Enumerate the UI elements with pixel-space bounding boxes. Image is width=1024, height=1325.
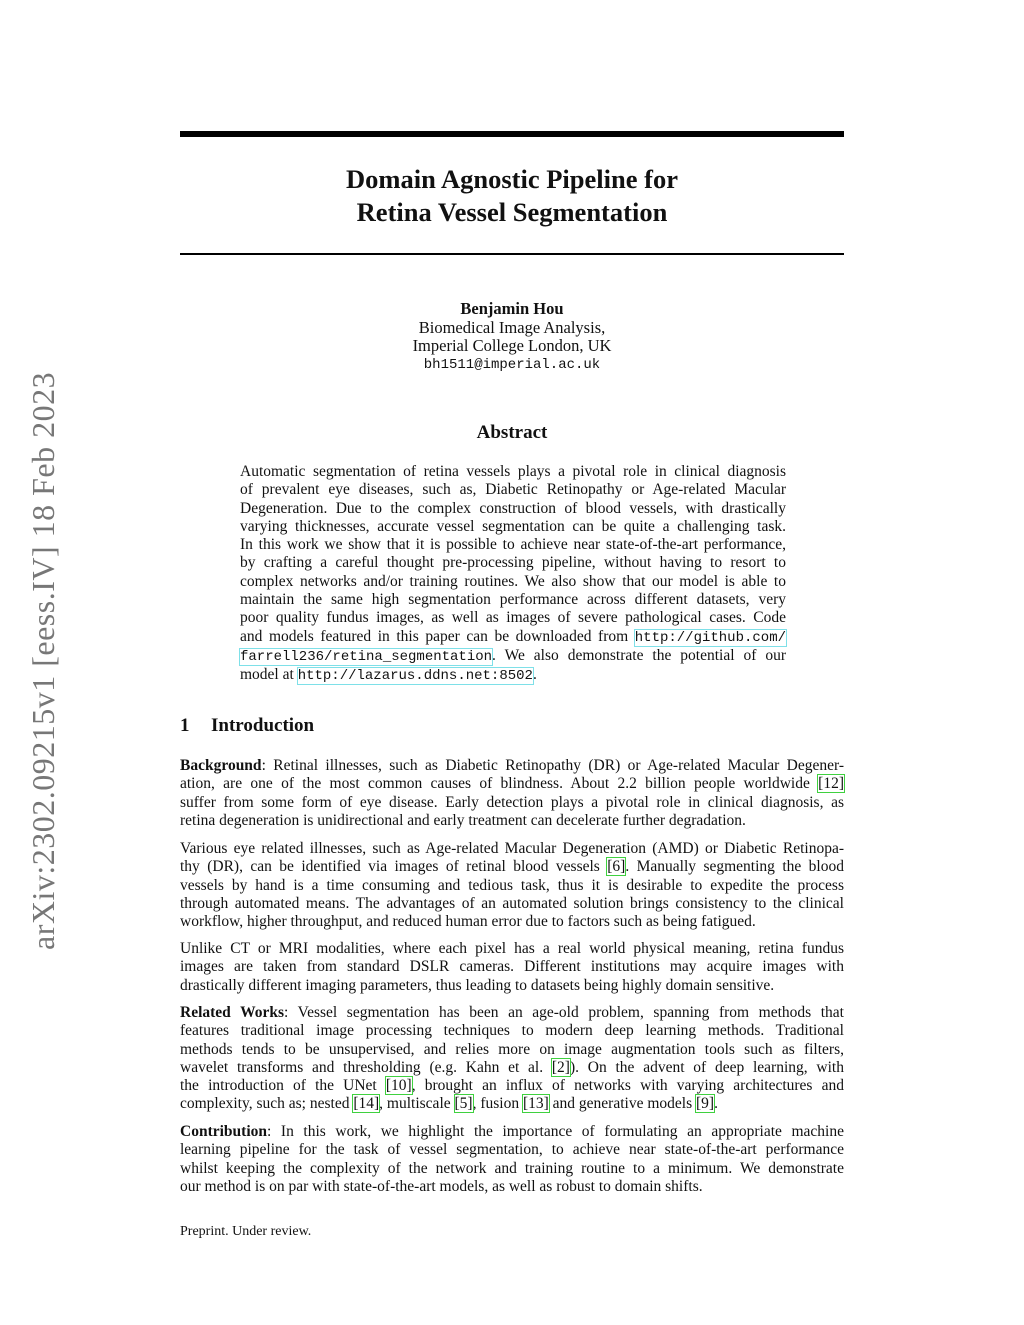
abstract-text: model at [240, 666, 298, 684]
github-link-part-2[interactable]: farrell236/retina_segmentation [240, 648, 493, 665]
paragraph-line [180, 858, 844, 876]
citation-link[interactable]: [12] [818, 775, 844, 793]
paragraph-line: learning pipeline for the task of vessel segmentation, to achieve near state-of-the-art performance [180, 1141, 844, 1159]
title-line-2: Retina Vessel Segmentation [356, 197, 668, 227]
paragraph-line: Various eye related illnesses, such as Age-related Macular Degeneration (AMD) or Diabetic Retinopa- [180, 840, 844, 857]
footer-note: Preprint. Under review. [180, 1224, 312, 1239]
paragraph-text: : Retinal illnesses, such as Diabetic Retinopathy (DR) or Age-related Macular Degener- [261, 757, 844, 774]
abstract-line: by crafting a careful thought pre-processing pipeline, without having to resort to [240, 554, 786, 572]
arxiv-identifier: arXiv:2302.09215v1 [eess.IV] 18 Feb 2023 [25, 371, 61, 950]
abstract-line [240, 666, 786, 685]
abstract-line: Automatic segmentation of retina vessels plays a pivotal role in clinical diagnosis [240, 463, 786, 480]
paragraph-line: retina degeneration is unidirectional and early treatment can decelerate further degradation. [180, 811, 746, 829]
paragraph-text: thy (DR), can be identified via images of retinal blood vessels [180, 858, 608, 876]
paragraph-line: whilst keeping the complexity of the network and training routine to a minimum. We demonstrate [180, 1159, 844, 1177]
paragraph-line [180, 757, 844, 775]
paragraph-lead: Related Works [180, 1004, 285, 1021]
paragraph-line [180, 1123, 844, 1141]
abstract-text: . [532, 666, 537, 684]
title-rule-top [180, 131, 844, 137]
author-affiliation-2: Imperial College London, UK [412, 336, 612, 355]
paragraph-line: features traditional image processing techniques to modern deep learning methods. Traditional [180, 1022, 844, 1040]
paragraph-line: Unlike CT or MRI modalities, where each pixel has a real world physical meaning, retina fundus [180, 940, 844, 957]
paragraph-line [180, 1004, 844, 1022]
abstract-line: Degeneration. Due to the complex construction of blood vessels, with drastically [240, 499, 786, 517]
author-block [180, 300, 844, 374]
paragraph-text: , multiscale [379, 1095, 455, 1113]
author-email[interactable]: bh1511@imperial.ac.uk [423, 356, 601, 373]
citation-link[interactable]: [10] [385, 1077, 412, 1095]
paragraph-line [180, 1059, 844, 1077]
abstract-line: complex networks and/or training routines. We also show that our model is able to [240, 572, 786, 590]
abstract-line [240, 628, 786, 647]
author-name: Benjamin Hou [460, 299, 564, 318]
paper-title [180, 163, 844, 229]
paragraph-line [180, 1077, 844, 1095]
demo-link[interactable]: http://lazarus.ddns.net:8502 [297, 668, 533, 685]
citation-link[interactable]: [13] [522, 1095, 549, 1113]
paragraph-line: vessels by hand is a time consuming and tedious task, thus it is desirable to expedite the process [180, 876, 844, 894]
paragraph-text: complexity, such as; nested [180, 1095, 354, 1113]
abstract-line [240, 647, 786, 666]
paragraph-line: images are taken from standard DSLR cameras. Different institutions may acquire images with [180, 958, 844, 976]
citation-link[interactable]: [5] [454, 1095, 473, 1113]
title-rule-bottom [180, 253, 844, 255]
paragraph-line: through automated means. The advantages of an automated solution brings consistency to the clinical [180, 894, 844, 912]
citation-link[interactable]: [14] [353, 1095, 380, 1113]
paragraph-text: wavelet transforms and thresholding (e.g. Kahn et al. [180, 1058, 552, 1076]
paragraph-line: our method is on par with state-of-the-art models, as well as robust to domain shifts. [180, 1177, 703, 1195]
paragraph-text: . Manually segmenting the blood [625, 858, 844, 876]
abstract-text: . We also demonstrate the potential of our [492, 646, 786, 664]
paragraph-text: the introduction of the UNet [180, 1077, 386, 1095]
paragraph-lead: Background [180, 757, 262, 774]
section-title: Introduction [211, 715, 315, 736]
paragraph-line: methods tends to be unsupervised, and relies more on image augmentation tools such as filters, [180, 1040, 844, 1058]
abstract-body [240, 463, 786, 686]
github-link-part-1[interactable]: http://github.com/ [634, 629, 786, 646]
paragraph-related-works [180, 1004, 844, 1114]
paragraph-text: , fusion [472, 1095, 523, 1113]
paragraph-text: . [714, 1095, 718, 1113]
citation-link[interactable]: [2] [551, 1058, 570, 1076]
abstract-line: maintain the same high segmentation performance across different datasets, very [240, 591, 786, 609]
paragraph-line [180, 775, 844, 793]
paragraph-text: : In this work, we highlight the importance of formulating an appropriate machine [267, 1123, 844, 1140]
paragraph-line: drastically different imaging parameters, thus leading to datasets being highly domain sensitive. [180, 976, 775, 994]
citation-link[interactable]: [9] [695, 1095, 715, 1113]
title-line-1: Domain Agnostic Pipeline for [346, 164, 678, 194]
abstract-text: and models featured in this paper can be downloaded from [240, 627, 635, 645]
paragraph-line [180, 1095, 844, 1113]
paragraph-background [180, 757, 844, 830]
paragraph-text: : Vessel segmentation has been an age-old problem, spanning from methods that [284, 1004, 844, 1021]
paragraph-contribution [180, 1123, 844, 1196]
author-affiliation-1: Biomedical Image Analysis, [418, 317, 606, 337]
citation-link[interactable]: [6] [607, 858, 626, 876]
paragraph-modalities [180, 940, 844, 995]
abstract-heading: Abstract [476, 422, 548, 443]
paragraph-text: and generative models [548, 1095, 696, 1113]
paragraph-text: ). On the advent of deep learning, with [569, 1058, 844, 1076]
paragraph-illnesses [180, 840, 844, 931]
section-heading [180, 715, 314, 737]
abstract-line: of prevalent eye diseases, such as, Diabetic Retinopathy or Age-related Macular [240, 481, 786, 499]
abstract-line: varying thicknesses, accurate vessel segmentation can be quite a challenging task. [240, 517, 786, 535]
paragraph-lead: Contribution [180, 1123, 267, 1140]
paragraph-text: , brought an influx of networks with varying architectures and [411, 1077, 844, 1095]
paragraph-line: suffer from some form of eye disease. Early detection plays a pivotal role in clinical diagnosis, as [180, 793, 844, 811]
paragraph-line: workflow, higher throughput, and reduced human error due to factors such as being fatigued. [180, 913, 756, 931]
abstract-line: poor quality fundus images, as well as images of severe pathological cases. Code [240, 609, 786, 627]
abstract-line: In this work we show that it is possible to achieve near state-of-the-art performance, [240, 536, 786, 554]
section-number: 1 [180, 715, 190, 736]
paragraph-text: ation, are one of the most common causes of blindness. About 2.2 billion people worldwide [180, 775, 819, 793]
